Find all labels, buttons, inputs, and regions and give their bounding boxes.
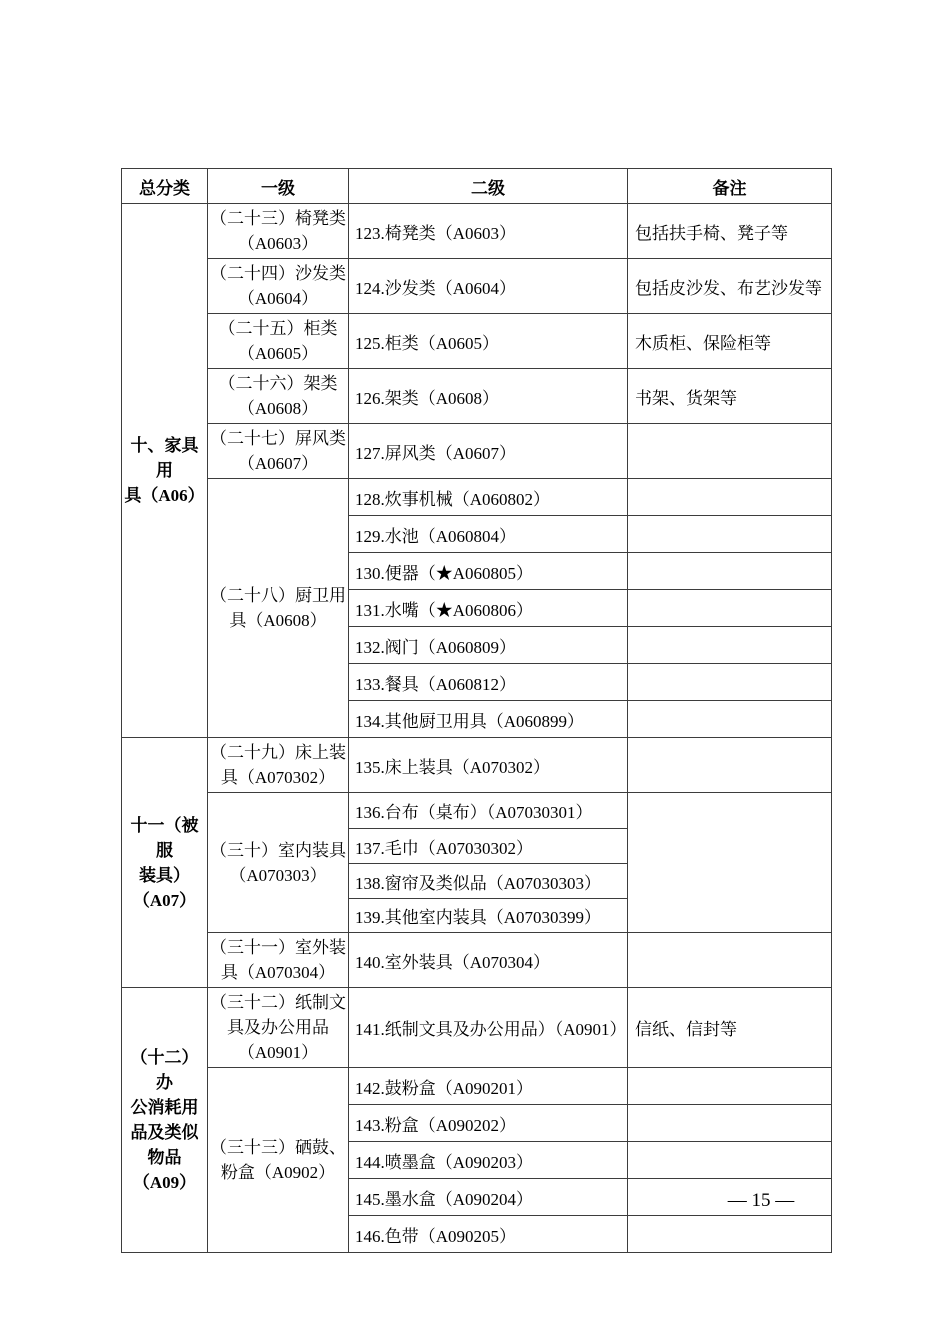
level2-cell: 125.柜类（A0605） <box>349 314 628 369</box>
text-line: （二十三）椅凳类 <box>210 209 346 228</box>
category-cell-a06 <box>122 204 208 738</box>
text-line: （二十九）床上装 <box>210 743 346 762</box>
remark-cell <box>628 627 832 664</box>
level1-cell <box>208 1068 349 1253</box>
level2-cell: 132.阀门（A060809） <box>349 627 628 664</box>
text-line: 品及类似 <box>130 1123 199 1142</box>
level2-cell: 143.粉盒（A090202） <box>349 1105 628 1142</box>
remark-cell <box>628 479 832 516</box>
text-line: （A0604） <box>237 289 319 308</box>
header-row <box>122 169 832 204</box>
text-line: 具及办公用品 <box>227 1018 329 1037</box>
level1-cell <box>208 204 349 259</box>
level2-cell: 128.炊事机械（A060802） <box>349 479 628 516</box>
table-row <box>122 1068 832 1105</box>
level1-cell <box>208 369 349 424</box>
table-row <box>122 933 832 988</box>
header-cell-level2: 二级 <box>349 169 628 204</box>
table-row <box>122 259 832 314</box>
category-cell-a07 <box>122 738 208 988</box>
remark-cell <box>628 590 832 627</box>
level2-cell: 138.窗帘及类似品（A07030303） <box>349 864 628 899</box>
level2-cell: 139.其他室内装具（A07030399） <box>349 899 628 933</box>
level2-cell: 145.墨水盒（A090204） <box>349 1179 628 1216</box>
text-line: 具（A0608） <box>229 611 327 630</box>
level2-cell: 135.床上装具（A070302） <box>349 738 628 793</box>
text-line: 公消耗用 <box>130 1098 199 1117</box>
text-line: （A0607） <box>237 454 319 473</box>
table-row <box>122 369 832 424</box>
text-line: 十、家具用 <box>130 436 199 480</box>
level1-cell <box>208 259 349 314</box>
level2-cell: 141.纸制文具及办公用品）（A0901） <box>349 988 628 1068</box>
remark-cell <box>628 933 832 988</box>
remark-cell <box>628 738 832 793</box>
level2-cell: 134.其他厨卫用具（A060899） <box>349 701 628 738</box>
text-line: 具（A070302） <box>220 768 336 787</box>
level1-cell <box>208 988 349 1068</box>
table-row <box>122 204 832 259</box>
text-line: （A0603） <box>237 234 319 253</box>
level1-cell <box>208 933 349 988</box>
remark-cell <box>628 424 832 479</box>
remark-cell <box>628 1142 832 1179</box>
page-number: — 15 — <box>727 1190 795 1211</box>
text-line: （三十二）纸制文 <box>210 993 346 1012</box>
text-line: 十一（被服 <box>130 815 199 860</box>
level2-cell: 129.水池（A060804） <box>349 516 628 553</box>
level1-cell <box>208 314 349 369</box>
header-cell-level1: 一级 <box>208 169 349 204</box>
text-line: （A07） <box>132 890 197 910</box>
remark-cell <box>628 793 832 933</box>
remark-cell <box>628 553 832 590</box>
remark-cell: 信纸、信封等 <box>628 988 832 1068</box>
remark-cell: 包括扶手椅、凳子等 <box>628 204 832 259</box>
text-line: 装具） <box>139 865 190 885</box>
header-cell-general-class: 总分类 <box>122 169 208 204</box>
level2-cell: 126.架类（A0608） <box>349 369 628 424</box>
header-cell-remark: 备注 <box>628 169 832 204</box>
text-line: 物品 <box>147 1148 182 1167</box>
text-line: （二十四）沙发类 <box>210 264 346 283</box>
text-line: （A0608） <box>237 399 319 418</box>
text-line: （十二）办 <box>130 1048 199 1092</box>
table-row <box>122 314 832 369</box>
table-row <box>122 424 832 479</box>
table-row <box>122 479 832 516</box>
classification-table <box>121 168 832 1253</box>
level2-cell: 136.台布（桌布）（A07030301） <box>349 793 628 829</box>
text-line: 粉盒（A0902） <box>220 1163 336 1182</box>
level1-cell <box>208 793 349 933</box>
level2-cell: 123.椅凳类（A0603） <box>349 204 628 259</box>
level1-cell <box>208 424 349 479</box>
text-line: （三十）室内装具 <box>210 840 346 860</box>
table-row <box>122 793 832 829</box>
text-line: （A070303） <box>229 865 327 885</box>
level2-cell: 140.室外装具（A070304） <box>349 933 628 988</box>
table-row <box>122 738 832 793</box>
text-line: （二十七）屏风类 <box>210 429 346 448</box>
text-line: 具（A06） <box>124 486 205 505</box>
remark-cell <box>628 1068 832 1105</box>
level2-cell: 124.沙发类（A0604） <box>349 259 628 314</box>
remark-cell <box>628 1105 832 1142</box>
text-line: （二十八）厨卫用 <box>210 586 346 605</box>
table-row <box>122 988 832 1068</box>
level2-cell: 133.餐具（A060812） <box>349 664 628 701</box>
level2-cell: 146.色带（A090205） <box>349 1216 628 1253</box>
text-line: 具（A070304） <box>220 963 336 982</box>
remark-cell <box>628 516 832 553</box>
text-line: （二十六）架类 <box>218 374 338 393</box>
level2-cell: 131.水嘴（★A060806） <box>349 590 628 627</box>
level2-cell: 142.鼓粉盒（A090201） <box>349 1068 628 1105</box>
remark-cell <box>628 1216 832 1253</box>
text-line: （A09） <box>132 1173 197 1192</box>
level1-cell <box>208 738 349 793</box>
text-line: （A0605） <box>237 344 319 363</box>
text-line: （A0901） <box>237 1043 319 1062</box>
remark-cell: 木质柜、保险柜等 <box>628 314 832 369</box>
remark-cell <box>628 701 832 738</box>
level2-cell: 144.喷墨盒（A090203） <box>349 1142 628 1179</box>
text-line: （三十一）室外装 <box>210 938 346 957</box>
text-line: （二十五）柜类 <box>218 319 338 338</box>
level2-cell: 127.屏风类（A0607） <box>349 424 628 479</box>
remark-cell: 书架、货架等 <box>628 369 832 424</box>
level1-cell <box>208 479 349 738</box>
level2-cell: 137.毛巾（A07030302） <box>349 829 628 864</box>
remark-cell: 包括皮沙发、布艺沙发等 <box>628 259 832 314</box>
remark-cell <box>628 664 832 701</box>
level2-cell: 130.便器（★A060805） <box>349 553 628 590</box>
category-cell-a09 <box>122 988 208 1253</box>
text-line: （三十三）硒鼓、 <box>210 1138 346 1157</box>
